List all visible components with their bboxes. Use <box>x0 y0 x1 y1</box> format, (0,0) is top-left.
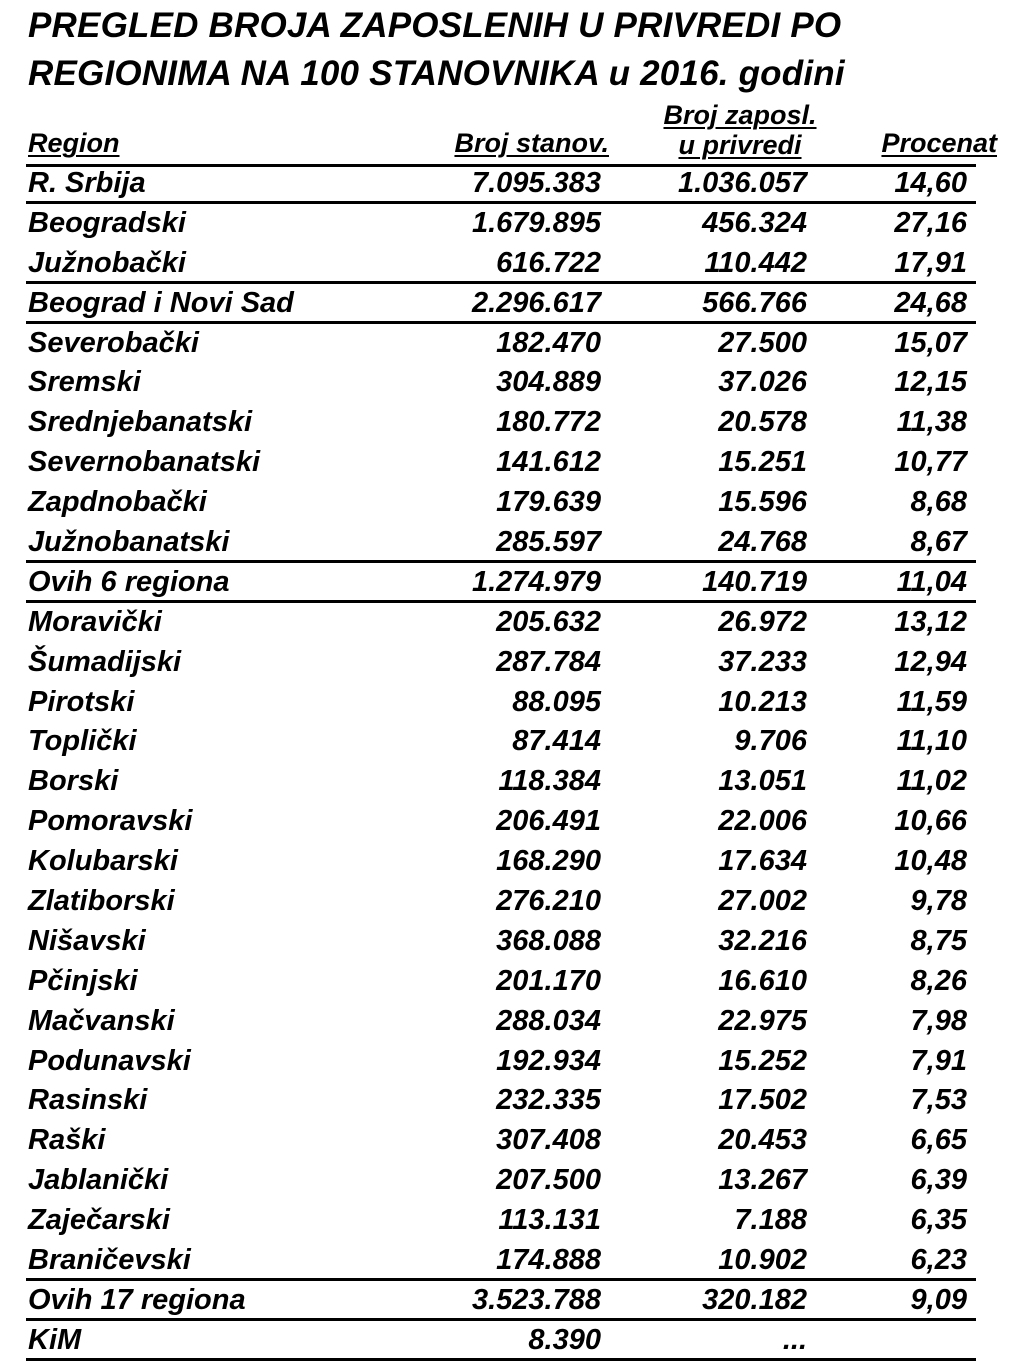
cell-employed: 10.213 <box>718 685 807 718</box>
cell-population: 287.784 <box>496 645 601 678</box>
cell-employed: 140.719 <box>702 565 807 598</box>
cell-population: 1.679.895 <box>471 206 601 239</box>
cell-employed: 1.036.057 <box>677 167 807 199</box>
cell-region: Šumadijski <box>28 645 182 678</box>
cell-population: 3.523.788 <box>471 1283 601 1316</box>
table-body <box>0 164 1011 1361</box>
cell-population: 141.612 <box>496 446 601 479</box>
cell-region: KiM <box>28 1323 82 1356</box>
cell-region: Ovih 6 regiona <box>28 565 230 598</box>
header-employed-line-1: Broj zaposl. <box>663 100 817 130</box>
cell-region: Severobački <box>28 326 199 359</box>
cell-population: 368.088 <box>496 924 601 957</box>
cell-percent: 15,07 <box>894 326 967 359</box>
table-row <box>0 1201 1011 1241</box>
cell-population: 180.772 <box>496 406 601 439</box>
cell-region: Južnobački <box>28 246 186 279</box>
cell-region: R. Srbija <box>28 167 146 199</box>
cell-percent: 12,94 <box>894 645 967 678</box>
header-region: Region <box>28 128 120 158</box>
cell-employed: 27.002 <box>718 885 807 918</box>
cell-population: 201.170 <box>496 964 601 997</box>
cell-region: Pomoravski <box>28 805 193 838</box>
cell-population: 182.470 <box>496 326 601 359</box>
cell-employed: 22.006 <box>718 805 807 838</box>
cell-employed: 26.972 <box>718 605 807 638</box>
cell-population: 205.632 <box>496 605 601 638</box>
table-row <box>0 643 1011 683</box>
cell-percent: 7,53 <box>910 1084 967 1117</box>
header-employed <box>645 100 835 160</box>
header-employed-line-2: u privredi <box>678 130 802 160</box>
cell-region: Zlatiborski <box>28 885 175 918</box>
cell-region: Moravički <box>28 605 162 638</box>
cell-region: Zaječarski <box>28 1204 170 1237</box>
table-row <box>0 842 1011 882</box>
cell-percent: 8,26 <box>910 964 967 997</box>
table-row <box>0 762 1011 802</box>
cell-region: Beograd i Novi Sad <box>28 286 294 319</box>
cell-percent: 13,12 <box>894 605 967 638</box>
table-row <box>0 403 1011 443</box>
table-row <box>0 244 1011 284</box>
cell-employed: 9.706 <box>734 725 807 758</box>
table-row <box>0 882 1011 922</box>
cell-region: Raški <box>28 1124 106 1157</box>
table-row <box>0 722 1011 762</box>
cell-region: Zapdnobački <box>28 486 207 519</box>
table-row <box>0 563 1011 603</box>
table-row <box>0 523 1011 563</box>
cell-region: Borski <box>28 765 119 798</box>
cell-employed: 13.051 <box>718 765 807 798</box>
cell-employed: 37.026 <box>718 366 807 399</box>
table-row <box>0 164 1011 204</box>
table-row <box>0 1002 1011 1042</box>
cell-employed: 7.188 <box>734 1204 807 1237</box>
cell-percent: 11,10 <box>896 725 967 758</box>
table-header <box>0 100 1011 164</box>
cell-percent: 7,91 <box>910 1044 967 1077</box>
cell-percent: 14,60 <box>894 167 967 199</box>
cell-population: 276.210 <box>496 885 601 918</box>
cell-region: Toplički <box>28 725 137 758</box>
title-line-1: PREGLED BROJA ZAPOSLENIH U PRIVREDI PO <box>28 6 842 45</box>
cell-percent: 8,68 <box>910 486 967 519</box>
cell-percent: 9,09 <box>910 1283 967 1316</box>
table-row <box>0 443 1011 483</box>
cell-percent: 10,66 <box>894 805 967 838</box>
cell-population: 118.384 <box>498 765 601 798</box>
cell-employed: 27.500 <box>718 326 807 359</box>
cell-population: 88.095 <box>512 685 601 718</box>
cell-region: Južnobanatski <box>28 526 230 559</box>
cell-population: 288.034 <box>496 1004 601 1037</box>
header-percent: Procenat <box>881 128 997 158</box>
cell-employed: 22.975 <box>718 1004 807 1037</box>
cell-region: Severnobanatski <box>28 446 261 479</box>
cell-employed: 37.233 <box>718 645 807 678</box>
table-row <box>0 1081 1011 1121</box>
cell-percent: 8,67 <box>910 526 967 559</box>
table-row <box>0 922 1011 962</box>
cell-population: 174.888 <box>496 1244 601 1277</box>
cell-percent: 6,35 <box>910 1204 967 1237</box>
cell-percent: 7,98 <box>910 1004 967 1037</box>
cell-employed: 110.442 <box>704 246 807 279</box>
cell-population: 206.491 <box>496 805 601 838</box>
cell-region: Mačvanski <box>28 1004 175 1037</box>
cell-region: Kolubarski <box>28 845 178 878</box>
table-row <box>0 1161 1011 1201</box>
cell-employed: 15.252 <box>718 1044 807 1077</box>
cell-percent: 12,15 <box>894 366 967 399</box>
table-row <box>0 603 1011 643</box>
cell-employed: 24.768 <box>718 526 807 559</box>
cell-employed: 20.453 <box>718 1124 807 1157</box>
document-title <box>28 2 1003 98</box>
table-row <box>0 1241 1011 1281</box>
cell-region: Braničevski <box>28 1244 191 1277</box>
cell-population: 168.290 <box>496 845 601 878</box>
cell-percent: 11,04 <box>896 565 967 598</box>
cell-percent: 6,65 <box>910 1124 967 1157</box>
cell-population: 1.274.979 <box>471 565 601 598</box>
title-line-2: REGIONIMA NA 100 STANOVNIKA u 2016. godini <box>28 54 845 93</box>
cell-population: 8.390 <box>528 1323 601 1356</box>
cell-percent: 10,48 <box>894 845 967 878</box>
cell-population: 192.934 <box>496 1044 601 1077</box>
cell-employed: 10.902 <box>718 1244 807 1277</box>
table-row <box>0 683 1011 723</box>
table-row <box>0 204 1011 244</box>
cell-employed: ... <box>782 1323 807 1356</box>
cell-region: Ovih 17 regiona <box>28 1283 246 1316</box>
cell-region: Jablanički <box>28 1164 169 1197</box>
table-row <box>0 1121 1011 1161</box>
cell-percent: 11,59 <box>896 685 967 718</box>
cell-employed: 16.610 <box>718 964 807 997</box>
cell-employed: 32.216 <box>718 924 807 957</box>
cell-employed: 20.578 <box>718 406 807 439</box>
table-row <box>0 1281 1011 1321</box>
cell-employed: 456.324 <box>702 206 807 239</box>
cell-percent: 10,77 <box>894 446 967 479</box>
cell-percent: 6,39 <box>910 1164 967 1197</box>
cell-population: 87.414 <box>512 725 601 758</box>
table-row <box>0 284 1011 324</box>
cell-percent: 6,23 <box>910 1244 967 1277</box>
cell-region: Nišavski <box>28 924 146 957</box>
cell-employed: 566.766 <box>702 286 807 319</box>
header-population: Broj stanov. <box>454 128 609 158</box>
cell-population: 616.722 <box>496 246 601 279</box>
cell-population: 307.408 <box>496 1124 601 1157</box>
table-row <box>0 802 1011 842</box>
cell-percent: 9,78 <box>910 885 967 918</box>
cell-employed: 17.634 <box>718 845 807 878</box>
cell-employed: 15.251 <box>718 446 807 479</box>
cell-percent: 8,75 <box>910 924 967 957</box>
cell-population: 285.597 <box>496 526 601 559</box>
cell-percent: 24,68 <box>894 286 967 319</box>
table-row <box>0 363 1011 403</box>
table-row <box>0 483 1011 523</box>
cell-region: Rasinski <box>28 1084 148 1117</box>
cell-employed: 17.502 <box>718 1084 807 1117</box>
cell-population: 179.639 <box>496 486 601 519</box>
cell-population: 304.889 <box>496 366 601 399</box>
cell-population: 232.335 <box>496 1084 601 1117</box>
cell-employed: 15.596 <box>718 486 807 519</box>
table-row <box>0 324 1011 364</box>
cell-employed: 320.182 <box>702 1283 807 1316</box>
cell-region: Podunavski <box>28 1044 191 1077</box>
cell-region: Pirotski <box>28 685 135 718</box>
cell-region: Sremski <box>28 366 141 399</box>
cell-percent: 17,91 <box>894 246 967 279</box>
cell-region: Beogradski <box>28 206 186 239</box>
cell-percent: 11,38 <box>896 406 967 439</box>
cell-population: 2.296.617 <box>471 286 601 319</box>
table-row <box>0 1042 1011 1082</box>
table-row <box>0 962 1011 1002</box>
cell-population: 207.500 <box>496 1164 601 1197</box>
cell-region: Srednjebanatski <box>28 406 253 439</box>
cell-population: 7.095.383 <box>471 167 601 199</box>
table-row <box>0 1321 1011 1361</box>
cell-population: 113.131 <box>498 1204 601 1237</box>
cell-percent: 11,02 <box>896 765 967 798</box>
cell-percent: 27,16 <box>894 206 967 239</box>
cell-employed: 13.267 <box>718 1164 807 1197</box>
cell-region: Pčinjski <box>28 964 138 997</box>
